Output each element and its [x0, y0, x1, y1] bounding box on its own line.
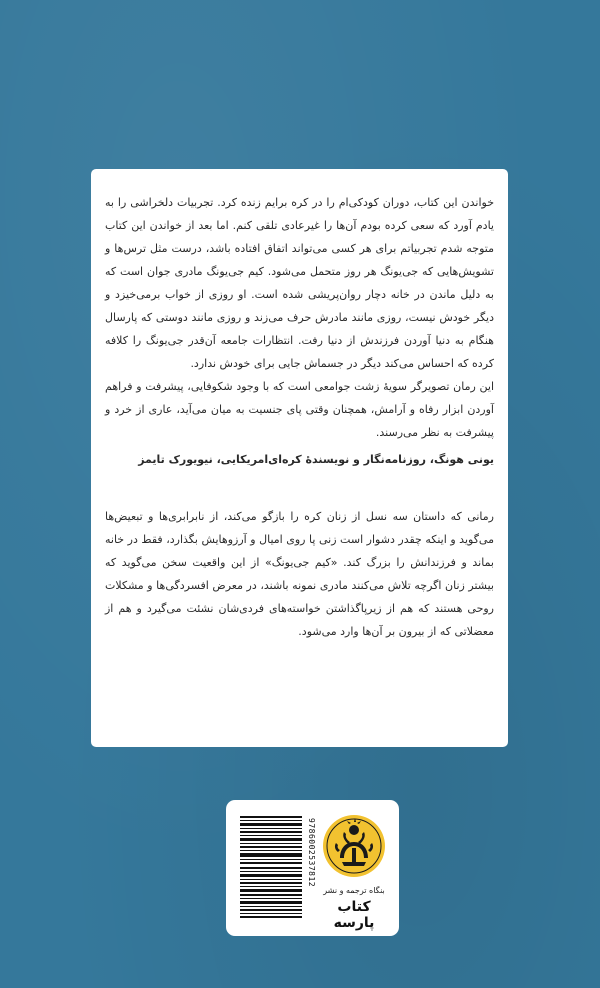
- publisher-badge-card: [226, 800, 399, 936]
- barcode: [240, 816, 302, 920]
- publisher-tagline: بنگاه ترجمه و نشر: [323, 886, 385, 895]
- lion-sun-emblem-icon: [322, 814, 386, 878]
- review-1-paragraph-1: خواندن این کتاب، دوران کودکی‌ام را در کره برایم زنده کرد. تجربیات دلخراشی را به یادم آورد که سعی کرده بودم آن‌ها را غیرعادی تلقی کنم. اما بعد از خواندن این کتاب متوجه شدم تجربیاتم برای هر کسی می‌تواند اتفاق افتاده باشد، درست مثل ترس‌ها و تشویش‌هایی که جی‌یونگ هر روز متحمل می‌شود. کیم جی‌یونگ مادری جوان است که به دلیل ماندن در خانه دچار روان‌پریشی شده است. او روزی از خواب برمی‌خیزد و دیگر خودش نیست، روزی مانند مادرش حرف می‌زند و روزی مانند دوستی که پارسال هنگام به دنیا آوردن فرزندش از دنیا رفت. انتظارات جامعه آن‌قدر جی‌یونگ را کلافه کرده که احساس می‌کند دیگر در جسماش جایی برای خودش ندارد.: [105, 196, 494, 370]
- review-separator: [105, 471, 494, 505]
- review-1-paragraph-2: این رمان تصویرگر سویهٔ زشت جوامعی است که با وجود شکوفایی، پیشرفت و فراهم آوردن ابزار رفاه و آرامش، همچنان وقتی پای جنسیت به میان می‌آید، عاری از خرد و پیشرفت به نظر می‌رسند.: [105, 380, 494, 439]
- barcode-number: 9786002537812: [307, 818, 316, 888]
- review-1-attribution: یونی هونگ، روزنامه‌نگار و نویسندهٔ کره‌ای‌امریکایی، نیویورک تایمز: [138, 453, 494, 466]
- blurb-card: [91, 169, 508, 747]
- review-2-paragraph-1: رمانی که داستان سه نسل از زنان کره را بازگو می‌کند، از نابرابری‌ها و تبعیض‌ها می‌گوید و اینکه چقدر دشوار است زنی پا روی امیال و آرزوهایش بگذارد، فقط در خانه بماند و فرزندانش را بزرگ کند. «کیم جی‌یونگ» از این واقعیت سخن می‌گوید که بیشتر زنان اگرچه تلاش می‌کنند مادری نمونه باشند، در معرض افسردگی‌ها و مشکلات روحی هستند که هم از زیرپاگذاشتن خواسته‌های فردی‌شان نشئت می‌گیرد و هم از معضلاتی که از بیرون بر آن‌ها وارد می‌شود.: [105, 510, 494, 638]
- publisher-name: کتاب پارسه: [333, 899, 375, 931]
